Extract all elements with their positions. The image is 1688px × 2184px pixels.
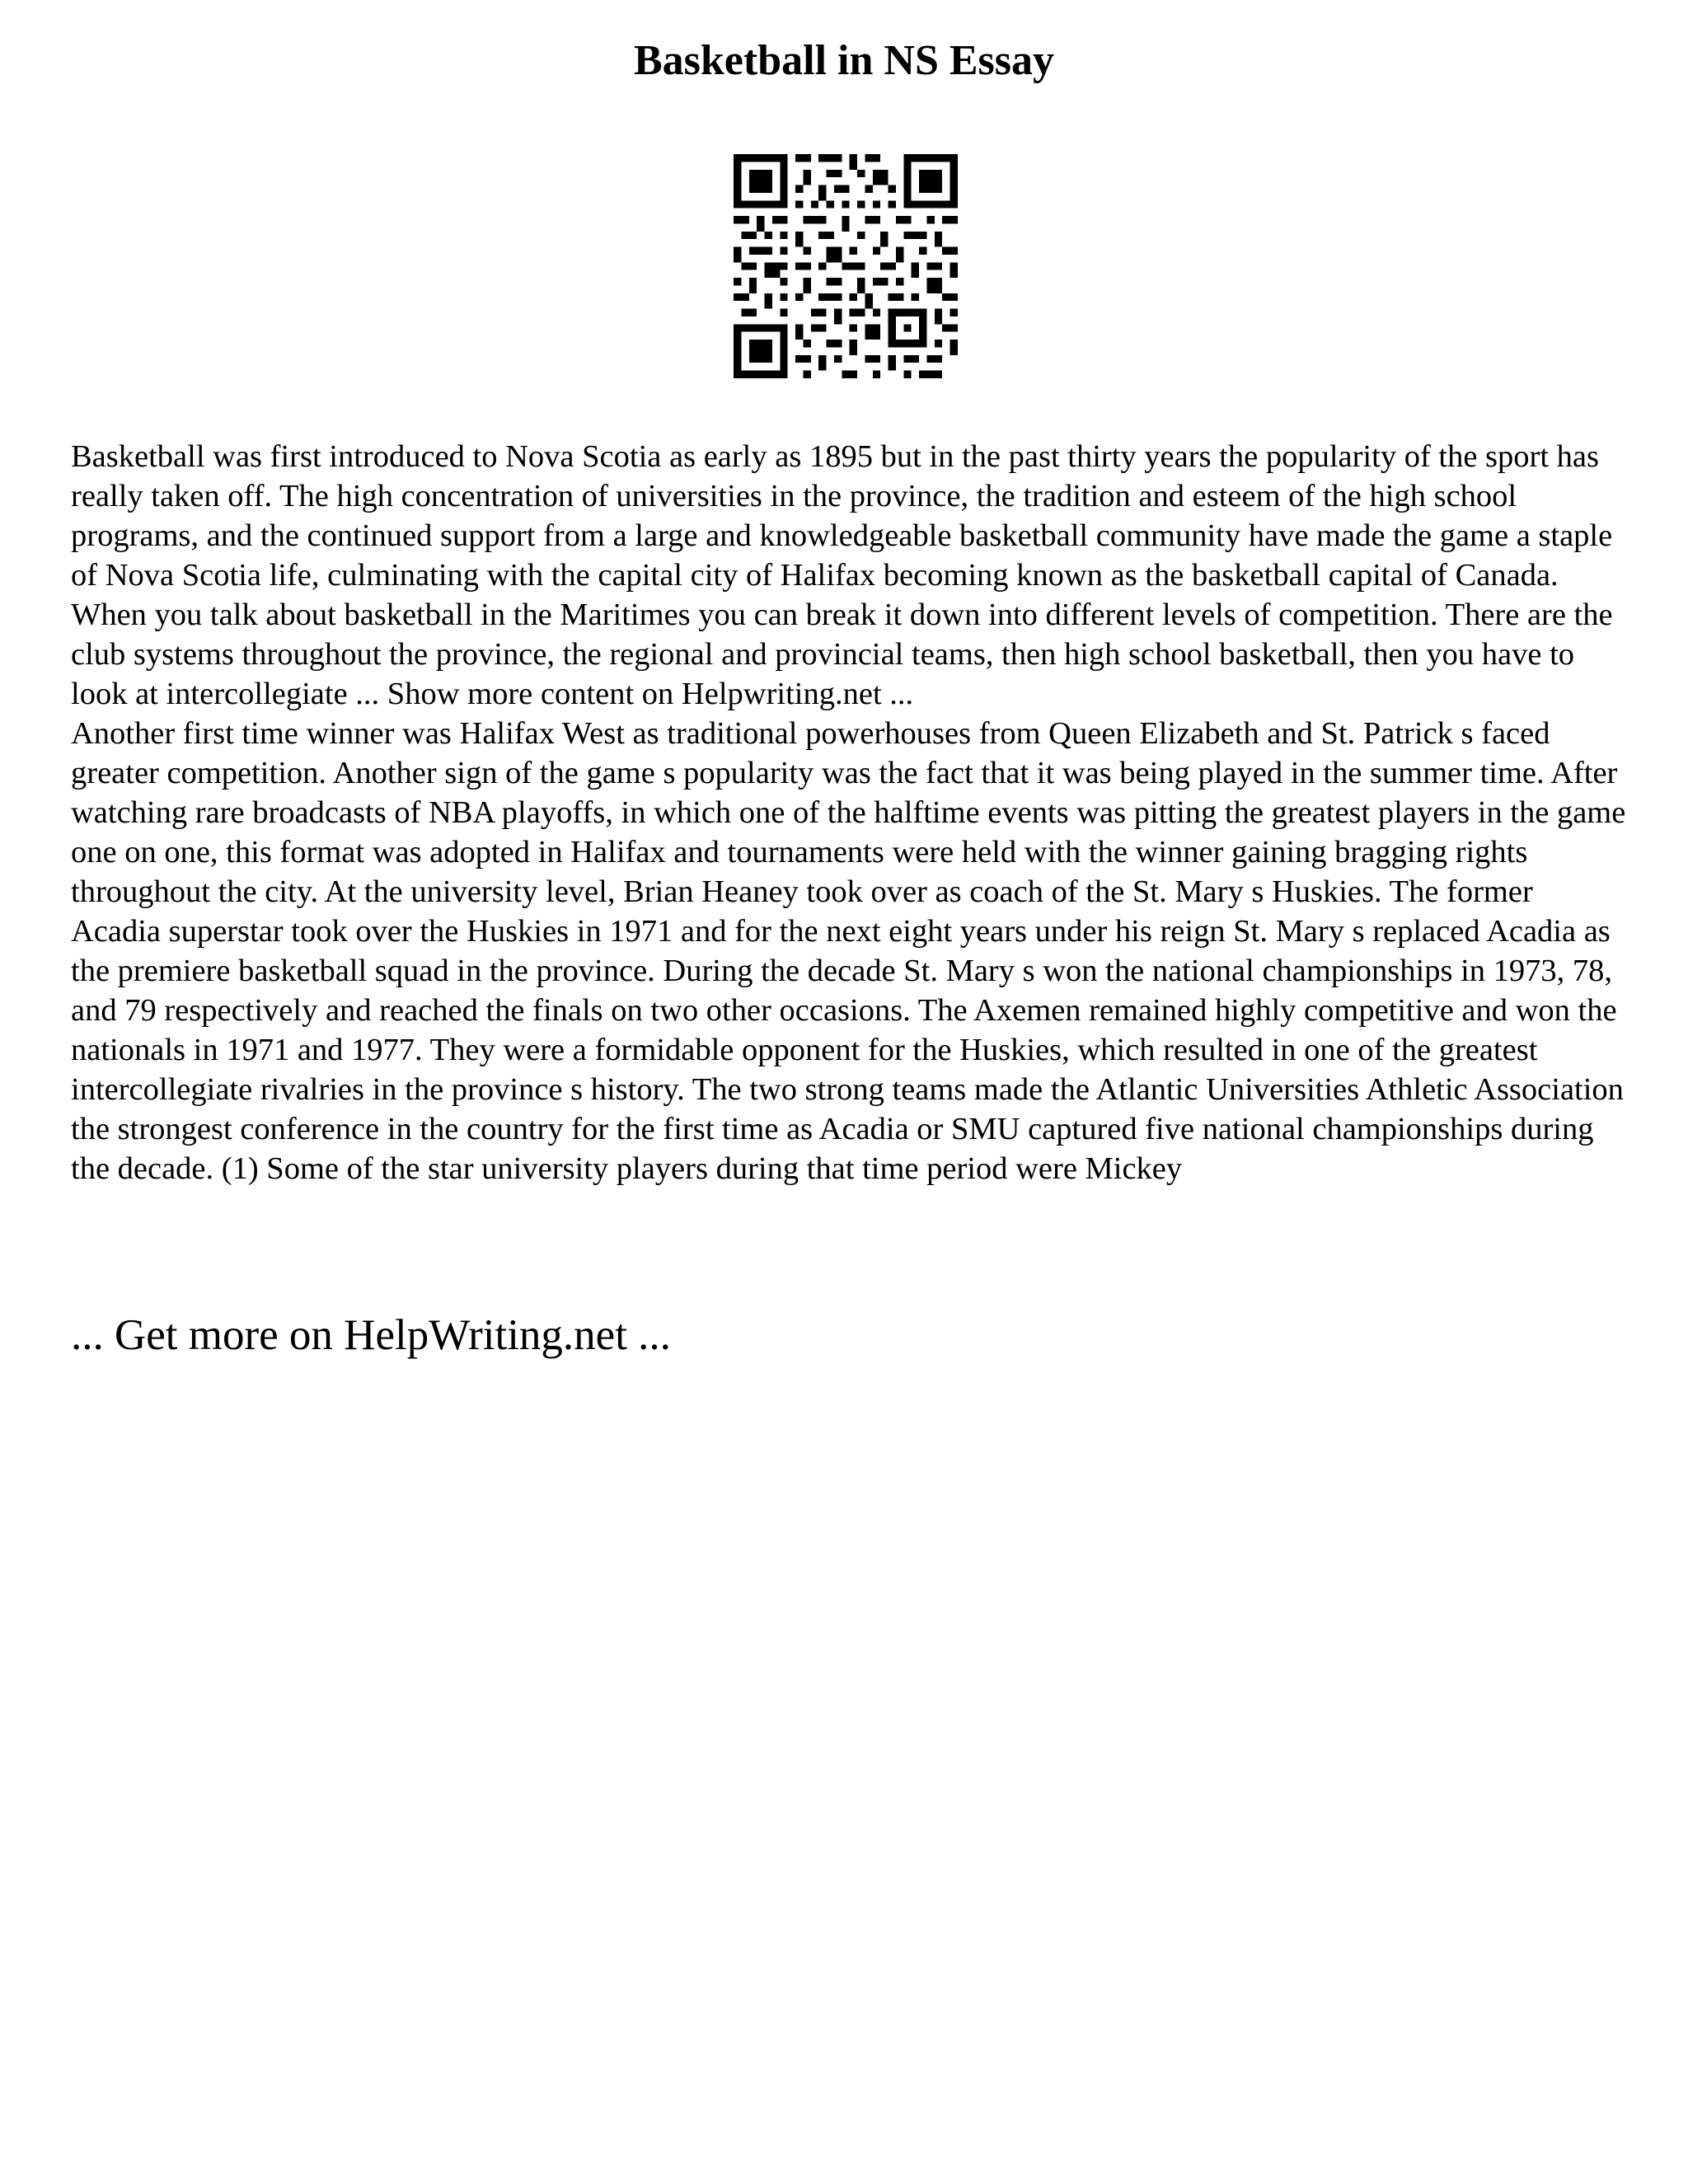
get-more-link[interactable]: ... Get more on HelpWriting.net ... xyxy=(71,1311,671,1359)
essay-body xyxy=(71,437,1629,1188)
qr-code-icon xyxy=(734,154,958,378)
essay-paragraph: Basketball was first introduced to Nova Scotia as early as 1895 but in the past thirty years the popularity of the sport has really taken off. The high concentration of universities in the province, the tradition and esteem of the high school programs, and the continued support from a large and knowledgeable basketball community have made the game a staple of Nova Scotia life, culminating with the capital city of Halifax becoming known as the basketball capital of Canada. When you talk about basketball in the Maritimes you can break it down into different levels of competition. There are the club systems throughout the province, the regional and provincial teams, then high school basketball, then you have to look at intercollegiate ... Show more content on Helpwriting.net ... xyxy=(71,439,1613,711)
page-title: Basketball in NS Essay xyxy=(633,37,1055,84)
essay-paragraph: Another first time winner was Halifax West as traditional powerhouses from Queen Elizabeth and St. Patrick s faced greater competition. Another sign of the game s popularity was the fact that it was being played in the summer time. After watching rare broadcasts of NBA playoffs, in which one of the halftime events was pitting the greatest players in the game one on one, this format was adopted in Halifax and tournaments were held with the winner gaining bragging rights throughout the city. At the university level, Brian Heaney took over as coach of the St. Mary s Huskies. The former Acadia superstar took over the Huskies in 1971 and for the next eight years under his reign St. Mary s replaced Acadia as the premiere basketball squad in the province. During the decade St. Mary s won the national championships in 1973, 78, and 79 respectively and reached the finals on two other occasions. The Axemen remained highly competitive and won the nationals in 1971 and 1977. They were a formidable opponent for the Huskies, which resulted in one of the greatest intercollegiate rivalries in the province s history. The two strong teams made the Atlantic Universities Athletic Association the strongest conference in the country for the first time as Acadia or SMU captured five national championships during the decade. (1) Some of the star university players during that time period were Mickey xyxy=(71,716,1626,1186)
